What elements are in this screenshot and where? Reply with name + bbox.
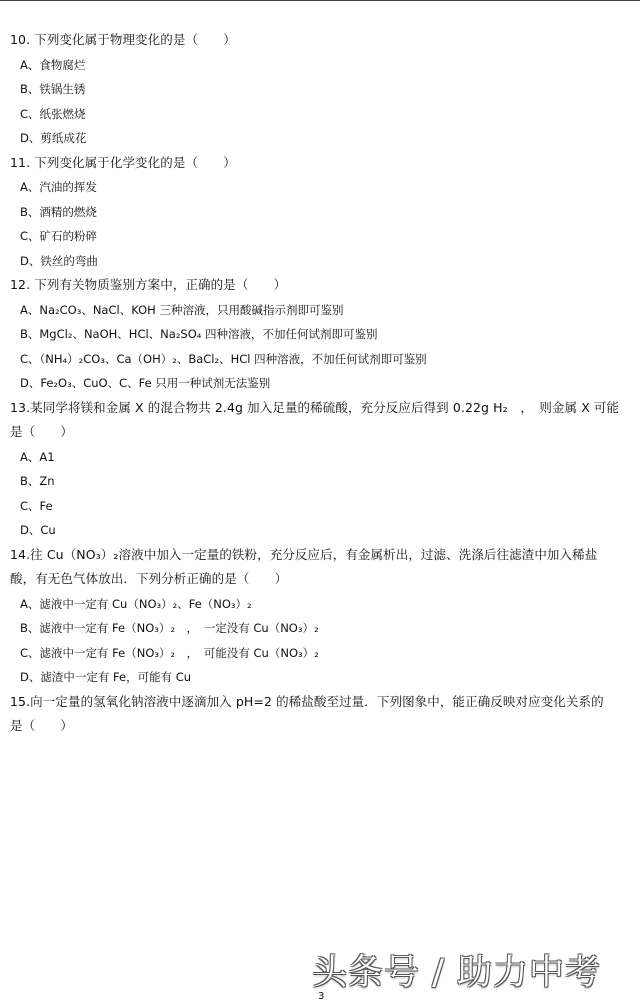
question-11-option-d: D、铁丝的弯曲 <box>20 253 98 268</box>
question-13-line-2: 是（ ） <box>10 424 74 439</box>
question-10: 10. 下列变化属于物理变化的是（ ） <box>10 32 236 47</box>
question-14-option-a: A、滤液中一定有 Cu（NO₃）₂、Fe（NO₃）₂ <box>20 596 252 611</box>
question-12-option-c: C、（NH₄）₂CO₃、Ca（OH）₂、BaCl₂、HCl 四种溶液，不加任何试剂即可鉴别 <box>20 351 427 366</box>
question-11-option-b: B、酒精的燃烧 <box>20 204 97 219</box>
question-13-option-c: C、Fe <box>20 498 53 513</box>
question-15-line-1: 15.向一定量的氢氧化钠溶液中逐滴加入 pH=2 的稀盐酸至过量．下列图象中，能正确反映对应变化关系的 <box>10 693 604 709</box>
question-13-option-a: A、A1 <box>20 449 55 464</box>
question-13-line-1: 13.某同学将镁和金属 X 的混合物共 2.4g 加入足量的稀硫酸，充分反应后得到 0.22g H₂ ， 则金属 X 可能 <box>10 399 620 415</box>
question-12-option-d: D、Fe₂O₃、CuO、C、Fe 只用一种试剂无法鉴别 <box>20 376 271 390</box>
question-11-option-c: C、矿石的粉碎 <box>20 229 98 243</box>
question-11-option-a: A、汽油的挥发 <box>20 180 97 194</box>
question-14-option-b: B、滤液中一定有 Fe（NO₃）₂ ， 一定没有 Cu（NO₃）₂ <box>20 621 319 635</box>
question-12: 12. 下列有关物质鉴别方案中，正确的是（ ） <box>10 277 287 292</box>
question-10-option-b: B、铁锅生锈 <box>20 82 86 96</box>
document-body <box>10 28 632 739</box>
question-14-option-c: C、滤液中一定有 Fe（NO₃）₂ ， 可能没有 Cu（NO₃）₂ <box>20 645 319 660</box>
question-14-option-d: D、滤渣中一定有 Fe，可能有 Cu <box>20 670 192 684</box>
question-13-option-d: D、Cu <box>20 523 56 537</box>
question-12-option-a: A、Na₂CO₃、NaCl、KOH 三种溶液，只用酸碱指示剂即可鉴别 <box>20 302 344 317</box>
question-10-option-a: A、食物腐烂 <box>20 57 86 72</box>
question-14-line-1: 14.往 Cu（NO₃）₂溶液中加入一定量的铁粉，充分反应后，有金属析出，过滤、洗涤后往滤渣中加入稀盐 <box>10 546 598 562</box>
watermark: 头条号 / 助力中考 <box>312 953 602 993</box>
question-13-option-b: B、Zn <box>20 474 55 488</box>
question-10-option-c: C、纸张燃烧 <box>20 106 86 121</box>
question-10-option-d: D、剪纸成花 <box>20 131 87 145</box>
page-number: 3 <box>318 991 325 1002</box>
top-rule <box>0 0 640 1</box>
question-15-line-2: 是（ ） <box>10 718 74 733</box>
question-14-line-2: 酸，有无色气体放出．下列分析正确的是（ ） <box>10 571 288 586</box>
question-11: 11. 下列变化属于化学变化的是（ ） <box>10 154 236 170</box>
question-12-option-b: B、MgCl₂、NaOH、HCl、Na₂SO₄ 四种溶液，不加任何试剂即可鉴别 <box>20 327 378 341</box>
